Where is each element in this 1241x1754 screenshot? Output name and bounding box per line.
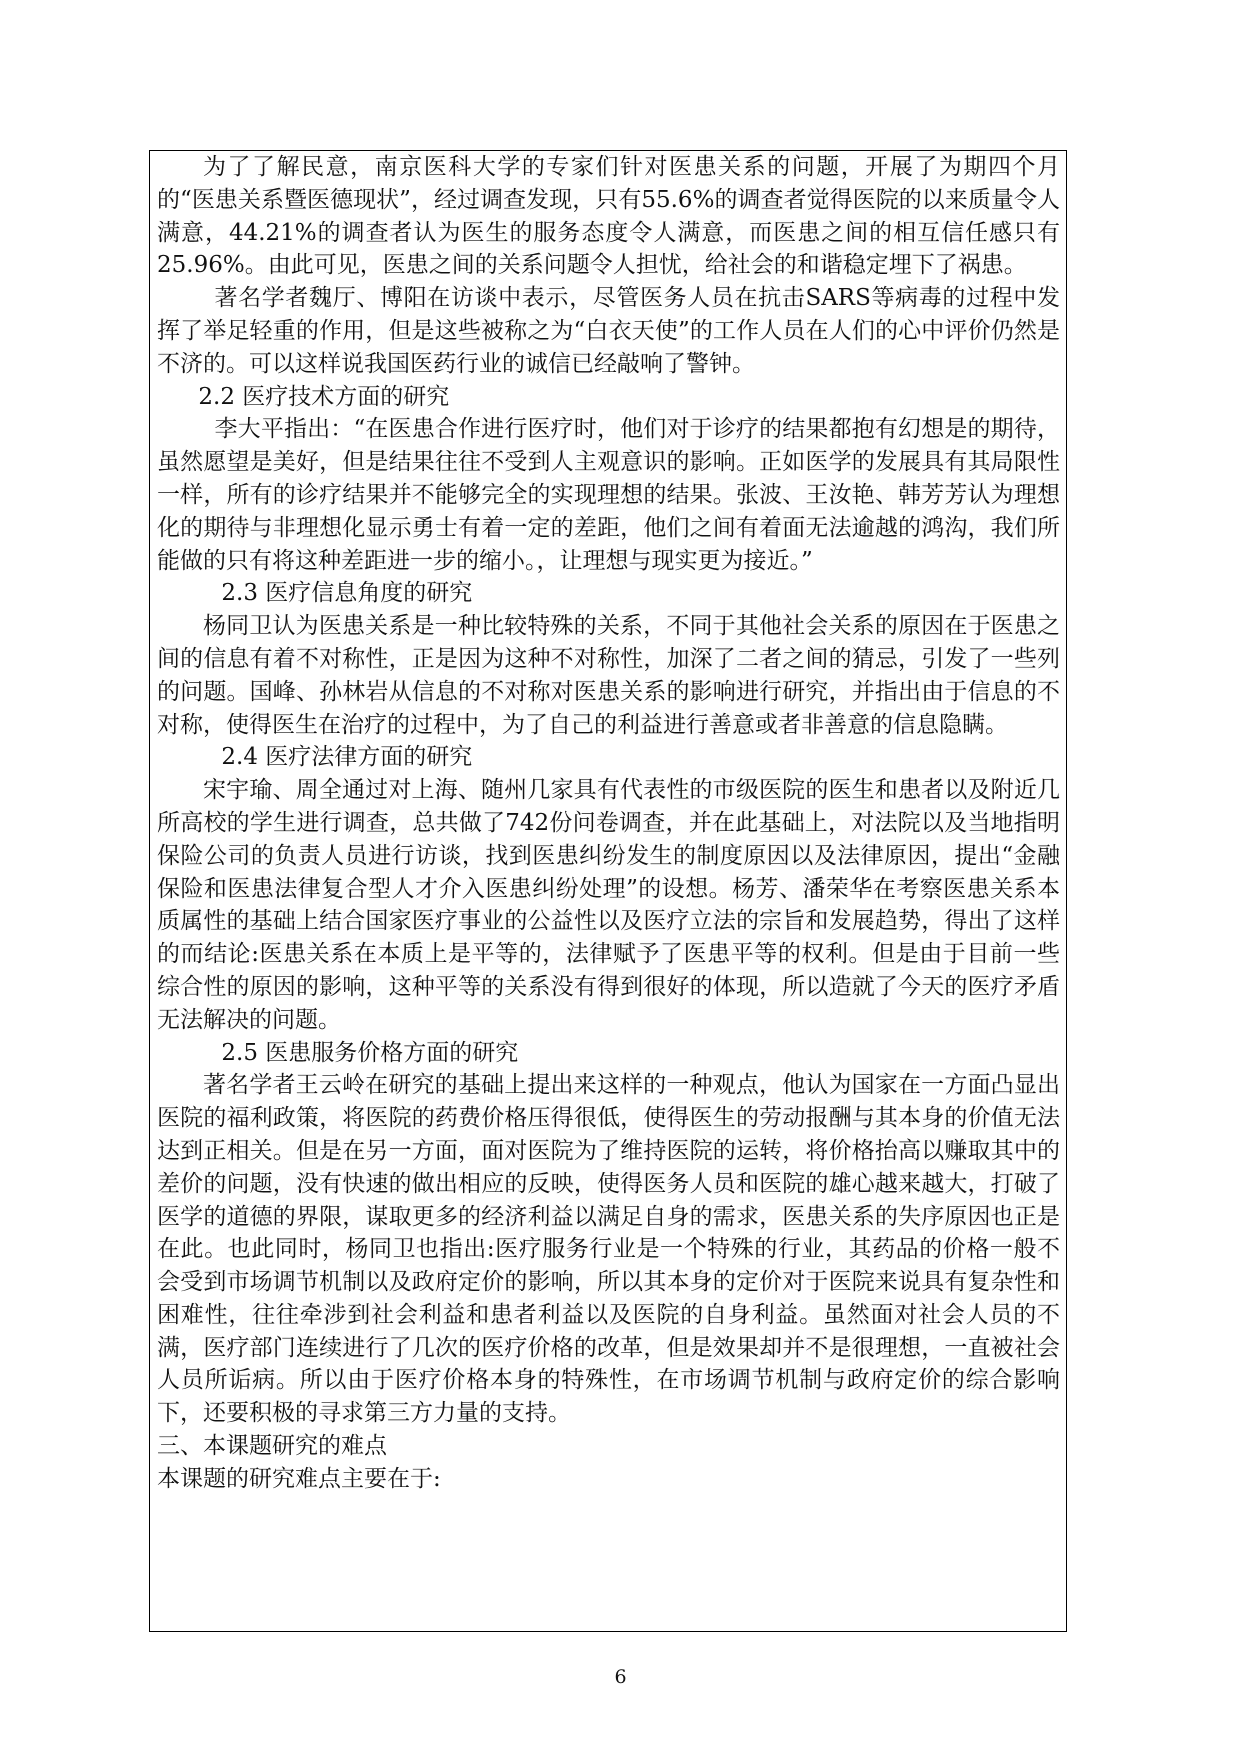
page-number: 6: [614, 1666, 627, 1688]
paragraph-medical-information: 杨同卫认为医患关系是一种比较特殊的关系，不同于其他社会关系的原因在于医患之间的信息有着不对称性，正是因为这种不对称性，加深了二者之间的猜忌，引发了一些列的问题。国峰、孙林岩从信息的不对称对医患关系的影响进行研究，并指出由于信息的不对称，使得医生在治疗的过程中，为了自己的利益进行善意或者非善意的信息隐瞒。: [157, 613, 1060, 738]
heading-2-3: 2.3 医疗信息角度的研究: [221, 580, 473, 607]
document-table-cell: [149, 150, 1067, 1632]
paragraph-sars: 著名学者魏厅、博阳在访谈中表示，尽管医务人员在抗击SARS等病毒的过程中发挥了举足轻重的作用，但是这些被称之为“白衣天使”的工作人员在人们的心中评价仍然是不济的。可以这样说我国医药行业的诚信已经敲响了警钟。: [157, 285, 1060, 377]
paragraph-medical-technology: 李大平指出：“在医患合作进行医疗时，他们对于诊疗的结果都抱有幻想是的期待，虽然愿望是美好，但是结果往往不受到人主观意识的影响。正如医学的发展具有其局限性一样，所有的诊疗结果并不能够完全的实现理想的结果。张波、王汝艳、韩芳芳认为理想化的期待与非理想化显示勇士有着一定的差距，他们之间有着面无法逾越的鸿沟，我们所能做的只有将这种差距进一步的缩小。，让理想与现实更为接近。”: [157, 416, 1060, 574]
heading-section-3: 三、本课题研究的难点: [157, 1433, 387, 1460]
paragraph-survey: 为了了解民意，南京医科大学的专家们针对医患关系的问题，开展了为期四个月的“医患关系暨医德现状”，经过调查发现，只有55.6%的调查者觉得医院的以来质量令人满意，44.21%的调查者认为医生的服务态度令人满意，而医患之间的相互信任感只有25.96%。由此可见，医患之间的关系问题令人担忧，给社会的和谐稳定埋下了祸患。: [157, 154, 1060, 279]
heading-2-2: 2.2 医疗技术方面的研究: [198, 383, 450, 410]
paragraph-difficulties-intro: 本课题的研究难点主要在于:: [157, 1465, 441, 1492]
paragraph-medical-law: 宋宇瑜、周全通过对上海、随州几家具有代表性的市级医院的医生和患者以及附近几所高校的学生进行调查，总共做了742份问卷调查，并在此基础上，对法院以及当地指明保险公司的负责人员进行访谈，找到医患纠纷发生的制度原因以及法律原因，提出“金融保险和医患法律复合型人才介入医患纠纷处理”的设想。杨芳、潘荣华在考察医患关系本质属性的基础上结合国家医疗事业的公益性以及医疗立法的宗旨和发展趋势，得出了这样的而结论:医患关系在本质上是平等的，法律赋予了医患平等的权利。但是由于目前一些综合性的原因的影响，这种平等的关系没有得到很好的体现，所以造就了今天的医疗矛盾无法解决的问题。: [157, 777, 1060, 1033]
heading-2-4: 2.4 医疗法律方面的研究: [221, 744, 473, 771]
paragraph-service-price: 著名学者王云岭在研究的基础上提出来这样的一种观点，他认为国家在一方面凸显出医院的福利政策，将医院的药费价格压得很低，使得医生的劳动报酬与其本身的价值无法达到正相关。但是在另一方面，面对医院为了维持医院的运转，将价格抬高以赚取其中的差价的问题，没有快速的做出相应的反映，使得医务人员和医院的雄心越来越大，打破了医学的道德的界限，谋取更多的经济利益以满足自身的需求，医患关系的失序原因也正是在此。也此同时，杨同卫也指出:医疗服务行业是一个特殊的行业，其药品的价格一般不会受到市场调节机制以及政府定价的影响，所以其本身的定价对于医院来说具有复杂性和困难性，往往牵涉到社会利益和患者利益以及医院的自身利益。虽然面对社会人员的不满，医疗部门连续进行了几次的医疗价格的改革，但是效果却并不是很理想，一直被社会人员所诟病。所以由于医疗价格本身的特殊性，在市场调节机制与政府定价的综合影响下，还要积极的寻求第三方力量的支持。: [157, 1072, 1060, 1427]
heading-2-5: 2.5 医患服务价格方面的研究: [221, 1039, 519, 1066]
